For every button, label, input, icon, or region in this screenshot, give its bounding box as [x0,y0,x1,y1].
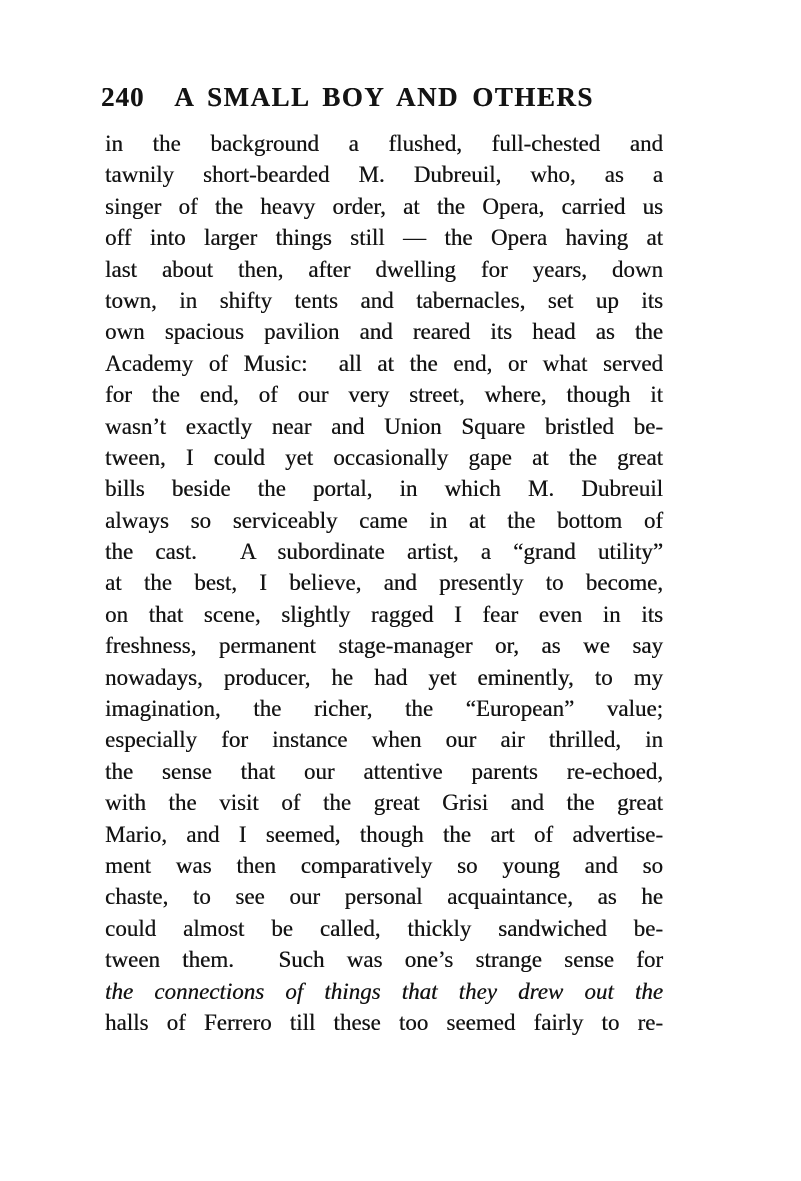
text-line: Academy of Music: all at the end, or what served [105,350,663,376]
text-line: nowadays, producer, he had yet eminently, to my [105,664,663,690]
text-line: especially for instance when our air thrilled, in [105,727,663,753]
text-line: tween, I could yet occasionally gape at the great [105,444,663,470]
text-block [105,128,663,1038]
text-line: freshness, permanent stage-manager or, as we say [105,633,663,659]
text-line: the cast. A subordinate artist, a “grand utility” [105,539,663,565]
text-line: tween them. Such was one’s strange sense for [105,947,663,973]
text-line: wasn’t exactly near and Union Square bristled be- [105,413,663,439]
text-line: could almost be called, thickly sandwiched be- [105,915,663,941]
text-line: in the background a flushed, full-chested and [105,131,663,156]
text-line: the sense that our attentive parents re-echoed, [105,758,663,784]
text-line: tawnily short-bearded M. Dubreuil, who, as a [105,162,663,188]
text-line: ment was then comparatively so young and so [105,852,663,878]
text-line: always so serviceably came in at the bottom of [105,507,663,533]
page-header [101,82,663,112]
text-line: chaste, to see our personal acquaintance, as he [105,884,663,910]
text-line: bills beside the portal, in which M. Dubreuil [105,476,663,502]
running-title: A SMALL BOY AND OTHERS [174,82,594,112]
page-number: 240 [101,82,145,112]
text-line: town, in shifty tents and tabernacles, set up its [105,287,663,313]
text-line: Mario, and I seemed, though the art of advertise- [105,821,663,847]
text-line: imagination, the richer, the “European” value; [105,696,663,722]
text-line: last about then, after dwelling for years, down [105,256,663,282]
text-line: the connections of things that they drew out the [105,978,663,1004]
text-line: at the best, I believe, and presently to become, [105,570,663,596]
text-line: on that scene, slightly ragged I fear even in its [105,601,663,627]
text-line: own spacious pavilion and reared its head as the [105,319,663,345]
text-line: with the visit of the great Grisi and the great [105,790,663,816]
text-line: singer of the heavy order, at the Opera, carried us [105,193,663,219]
text-line: for the end, of our very street, where, though it [105,382,663,408]
text-line: off into larger things still — the Opera having at [105,225,663,251]
text-line: halls of Ferrero till these too seemed fairly to re- [105,1009,663,1035]
